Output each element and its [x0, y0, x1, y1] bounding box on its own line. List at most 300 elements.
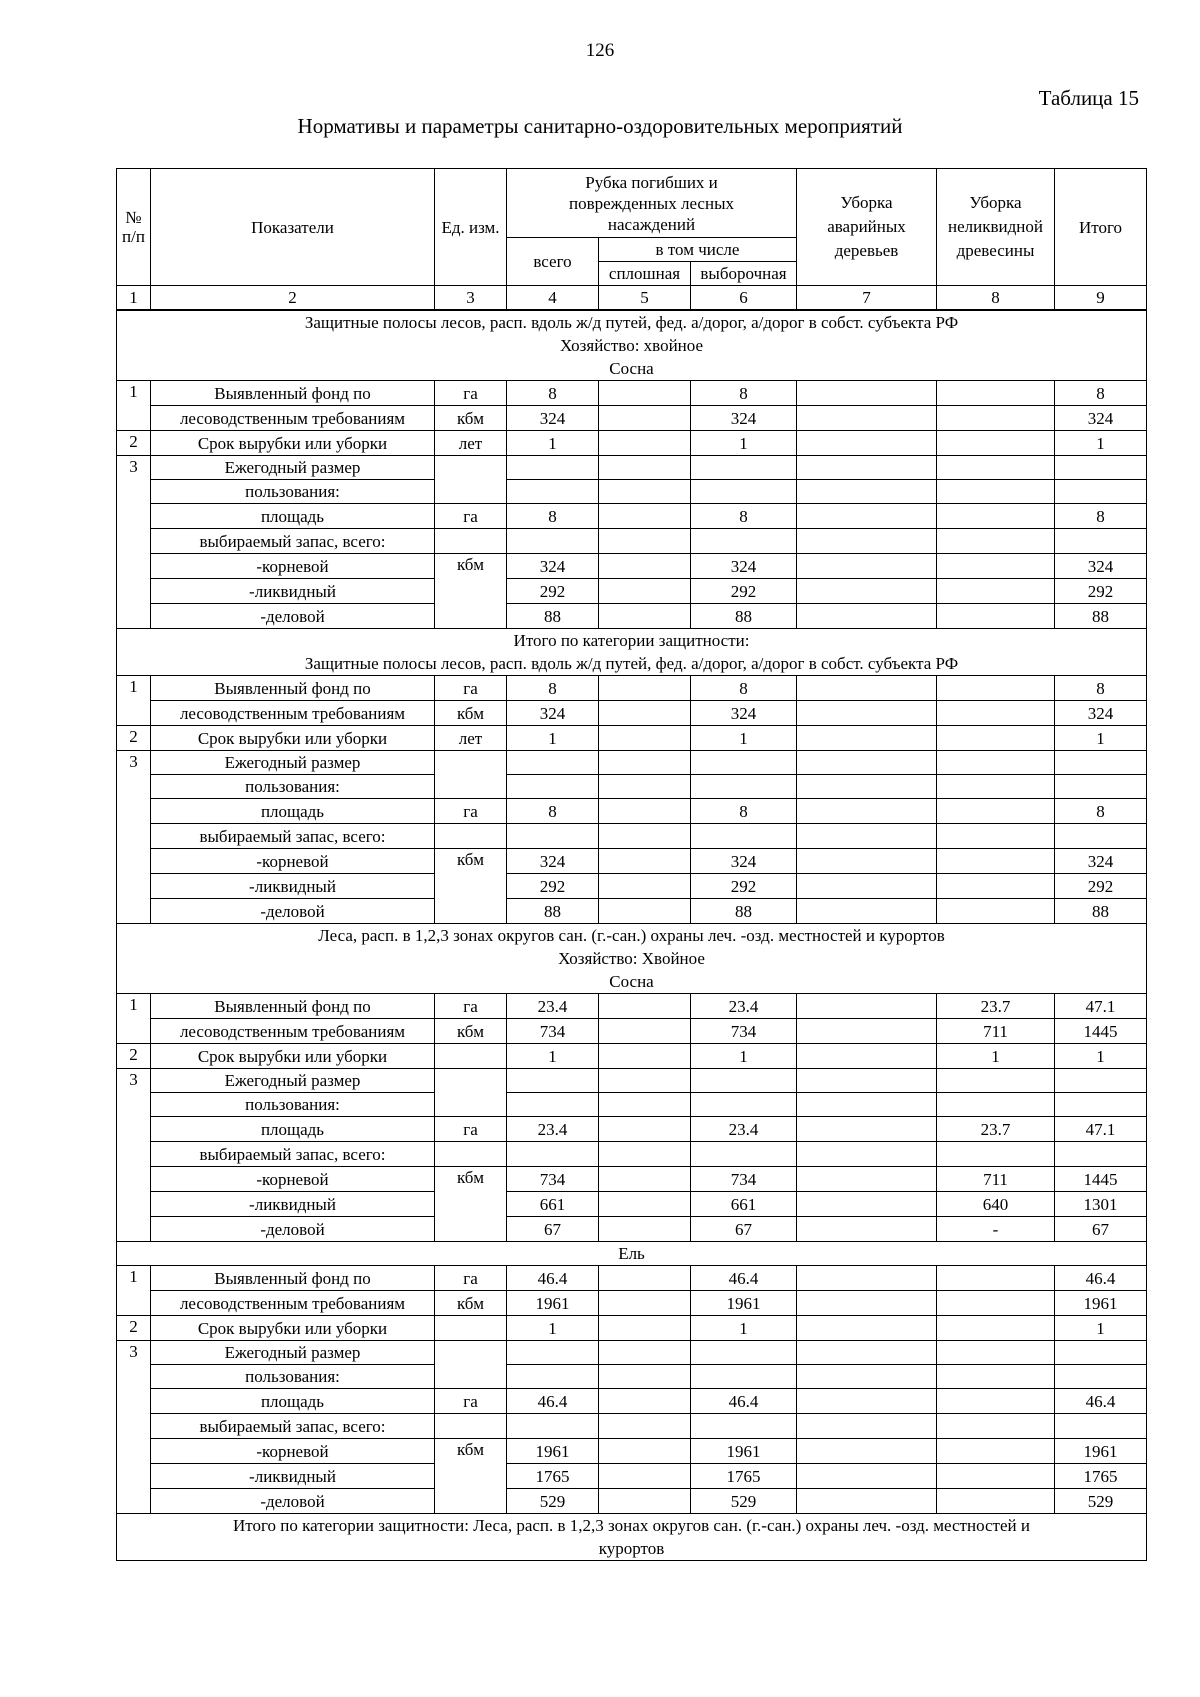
value-cell	[599, 701, 691, 726]
indicator-label: Выявленный фонд по	[151, 1266, 435, 1291]
value-cell	[797, 726, 937, 751]
value-cell: 47.1	[1055, 1117, 1147, 1142]
unit-cell: кбм	[435, 849, 507, 924]
value-cell: 46.4	[691, 1266, 797, 1291]
value-cell: 1	[1055, 1316, 1147, 1341]
value-cell	[691, 1365, 797, 1389]
value-cell: 1	[507, 1044, 599, 1069]
table-row	[117, 849, 1147, 874]
value-cell	[1055, 529, 1147, 554]
column-number: 7	[797, 286, 937, 311]
value-cell	[937, 799, 1055, 824]
indicator-label: Ежегодный размер	[151, 1069, 435, 1093]
value-cell: 23.4	[507, 994, 599, 1019]
indicator-label: Срок вырубки или уборки	[151, 1316, 435, 1341]
value-cell	[937, 1266, 1055, 1291]
section-heading	[117, 629, 1147, 676]
unit-cell: кбм	[435, 406, 507, 431]
value-cell: 324	[691, 554, 797, 579]
value-cell	[937, 1414, 1055, 1439]
value-cell: 324	[691, 849, 797, 874]
table-row	[117, 1464, 1147, 1489]
value-cell	[507, 480, 599, 504]
row-number: 3	[117, 751, 151, 924]
value-cell: 1301	[1055, 1192, 1147, 1217]
value-cell	[937, 406, 1055, 431]
value-cell	[797, 1489, 937, 1514]
value-cell	[797, 775, 937, 799]
value-cell	[599, 1489, 691, 1514]
unit-cell: кбм	[435, 1019, 507, 1044]
value-cell	[1055, 1093, 1147, 1117]
table-row	[117, 1365, 1147, 1389]
value-cell	[937, 1389, 1055, 1414]
value-cell: 1	[507, 1316, 599, 1341]
value-cell	[1055, 456, 1147, 480]
value-cell	[599, 381, 691, 406]
value-cell: 529	[1055, 1489, 1147, 1514]
value-cell: 88	[691, 604, 797, 629]
value-cell	[797, 1316, 937, 1341]
table-row	[117, 874, 1147, 899]
value-cell: 23.4	[691, 994, 797, 1019]
table-row	[117, 726, 1147, 751]
value-cell: 1	[1055, 1044, 1147, 1069]
table-row	[117, 1266, 1147, 1291]
indicator-label: -ликвидный	[151, 1192, 435, 1217]
value-cell	[797, 1439, 937, 1464]
indicator-label: пользования:	[151, 775, 435, 799]
column-number: 3	[435, 286, 507, 311]
value-cell	[797, 1341, 937, 1365]
indicator-label: Выявленный фонд по	[151, 994, 435, 1019]
value-cell	[599, 1019, 691, 1044]
value-cell	[1055, 751, 1147, 775]
table-row	[117, 579, 1147, 604]
value-cell	[599, 1365, 691, 1389]
indicator-label: -корневой	[151, 849, 435, 874]
value-cell	[599, 529, 691, 554]
section-heading-line: Ель	[618, 1244, 645, 1263]
table-row	[117, 994, 1147, 1019]
value-cell	[507, 775, 599, 799]
value-cell: 23.7	[937, 1117, 1055, 1142]
value-cell: 734	[507, 1167, 599, 1192]
row-number: 2	[117, 1316, 151, 1341]
value-cell: 292	[691, 874, 797, 899]
value-cell	[599, 1217, 691, 1242]
table-row	[117, 824, 1147, 849]
value-cell	[937, 554, 1055, 579]
header-num: № п/п	[117, 169, 151, 286]
value-cell	[937, 1093, 1055, 1117]
value-cell: 1961	[691, 1439, 797, 1464]
value-cell: 324	[691, 406, 797, 431]
indicator-label: пользования:	[151, 1365, 435, 1389]
value-cell	[937, 1341, 1055, 1365]
table-row	[117, 799, 1147, 824]
value-cell	[599, 751, 691, 775]
value-cell	[599, 824, 691, 849]
column-number: 6	[691, 286, 797, 311]
value-cell	[937, 1489, 1055, 1514]
header-emergency: Уборка аварийных деревьев	[797, 169, 937, 286]
value-cell	[599, 1044, 691, 1069]
value-cell: 88	[507, 604, 599, 629]
table-row	[117, 504, 1147, 529]
value-cell	[797, 1291, 937, 1316]
value-cell	[937, 676, 1055, 701]
table-row	[117, 1341, 1147, 1365]
unit-cell	[435, 1044, 507, 1069]
value-cell	[797, 554, 937, 579]
header-total: Итого	[1055, 169, 1147, 286]
value-cell: 529	[691, 1489, 797, 1514]
value-cell	[937, 480, 1055, 504]
value-cell	[797, 1142, 937, 1167]
value-cell	[937, 1142, 1055, 1167]
unit-cell: га	[435, 1117, 507, 1142]
value-cell	[1055, 1341, 1147, 1365]
value-cell	[599, 431, 691, 456]
table-label: Таблица 15	[1038, 86, 1139, 110]
value-cell: 734	[507, 1019, 599, 1044]
value-cell: 1961	[691, 1291, 797, 1316]
table-row	[117, 406, 1147, 431]
table-row	[117, 899, 1147, 924]
value-cell: 8	[1055, 799, 1147, 824]
indicator-label: пользования:	[151, 480, 435, 504]
unit-cell: кбм	[435, 701, 507, 726]
value-cell: 1961	[1055, 1439, 1147, 1464]
indicator-label: -ликвидный	[151, 874, 435, 899]
value-cell	[599, 554, 691, 579]
section-heading-line: Защитные полосы лесов, расп. вдоль ж/д путей, фед. а/дорог, а/дорог в собст. субъекта РФ	[304, 313, 959, 332]
section-heading	[117, 1242, 1147, 1266]
value-cell	[691, 1341, 797, 1365]
value-cell	[599, 899, 691, 924]
value-cell	[599, 456, 691, 480]
value-cell	[599, 849, 691, 874]
row-number: 3	[117, 1341, 151, 1514]
unit-cell: га	[435, 994, 507, 1019]
value-cell: 8	[507, 381, 599, 406]
value-cell: 529	[507, 1489, 599, 1514]
value-cell	[797, 899, 937, 924]
row-number: 1	[117, 994, 151, 1044]
norms-table	[116, 168, 1147, 1561]
unit-cell	[435, 1316, 507, 1341]
indicator-label: лесоводственным требованиям	[151, 701, 435, 726]
value-cell	[797, 431, 937, 456]
value-cell: 46.4	[1055, 1266, 1147, 1291]
value-cell: 8	[1055, 381, 1147, 406]
value-cell	[937, 775, 1055, 799]
value-cell: 1	[1055, 726, 1147, 751]
table-row	[117, 676, 1147, 701]
value-cell	[797, 1069, 937, 1093]
header-selective: выборочная	[691, 262, 797, 286]
value-cell	[797, 1365, 937, 1389]
value-cell: 8	[507, 504, 599, 529]
unit-cell	[435, 1341, 507, 1389]
table-row	[117, 1316, 1147, 1341]
row-number: 3	[117, 456, 151, 629]
header-felling: Рубка погибших и поврежденных лесных насаждений	[507, 169, 797, 238]
indicator-label: выбираемый запас, всего:	[151, 1414, 435, 1439]
value-cell	[507, 529, 599, 554]
indicator-label: Срок вырубки или уборки	[151, 431, 435, 456]
value-cell	[507, 1142, 599, 1167]
indicator-label: лесоводственным требованиям	[151, 1019, 435, 1044]
value-cell: 8	[691, 504, 797, 529]
header-clear: сплошная	[599, 262, 691, 286]
value-cell	[937, 1439, 1055, 1464]
value-cell: 8	[691, 676, 797, 701]
value-cell: 1445	[1055, 1167, 1147, 1192]
value-cell: 1445	[1055, 1019, 1147, 1044]
value-cell: 711	[937, 1167, 1055, 1192]
value-cell: 324	[507, 406, 599, 431]
header-illiquid: Уборка неликвидной древесины	[937, 169, 1055, 286]
table-row	[117, 1044, 1147, 1069]
table-row	[117, 1117, 1147, 1142]
value-cell	[797, 504, 937, 529]
value-cell	[797, 1117, 937, 1142]
unit-cell	[435, 529, 507, 554]
value-cell: 8	[1055, 504, 1147, 529]
value-cell: 1961	[507, 1439, 599, 1464]
value-cell	[507, 824, 599, 849]
table-row	[117, 456, 1147, 480]
table-row	[117, 381, 1147, 406]
value-cell	[599, 1291, 691, 1316]
row-number: 2	[117, 1044, 151, 1069]
table-row	[117, 554, 1147, 579]
section-heading-line: Хозяйство: Хвойное	[558, 949, 705, 968]
unit-cell	[435, 456, 507, 504]
value-cell	[797, 1019, 937, 1044]
unit-cell: кбм	[435, 1439, 507, 1514]
value-cell	[797, 480, 937, 504]
table-row	[117, 751, 1147, 775]
value-cell	[797, 874, 937, 899]
value-cell: 23.4	[507, 1117, 599, 1142]
indicator-label: выбираемый запас, всего:	[151, 824, 435, 849]
unit-cell: лет	[435, 431, 507, 456]
value-cell: 661	[691, 1192, 797, 1217]
value-cell: 292	[691, 579, 797, 604]
value-cell: 8	[691, 799, 797, 824]
indicator-label: площадь	[151, 1389, 435, 1414]
value-cell: 324	[691, 701, 797, 726]
value-cell: 1961	[507, 1291, 599, 1316]
value-cell	[797, 406, 937, 431]
value-cell: 88	[1055, 899, 1147, 924]
value-cell	[797, 849, 937, 874]
value-cell: 67	[691, 1217, 797, 1242]
indicator-label: -корневой	[151, 1167, 435, 1192]
column-number: 2	[151, 286, 435, 311]
value-cell	[797, 1217, 937, 1242]
value-cell	[937, 874, 1055, 899]
value-cell	[599, 604, 691, 629]
value-cell	[797, 579, 937, 604]
indicator-label: площадь	[151, 504, 435, 529]
indicator-label: Выявленный фонд по	[151, 676, 435, 701]
value-cell	[937, 1291, 1055, 1316]
value-cell: 292	[1055, 874, 1147, 899]
value-cell	[937, 1069, 1055, 1093]
table-row	[117, 1142, 1147, 1167]
table-title: Нормативы и параметры санитарно-оздоровительных мероприятий	[297, 114, 903, 138]
value-cell: 1765	[507, 1464, 599, 1489]
value-cell: 88	[691, 899, 797, 924]
value-cell	[937, 849, 1055, 874]
value-cell	[599, 1464, 691, 1489]
table-row	[117, 1414, 1147, 1439]
value-cell: 1961	[1055, 1291, 1147, 1316]
value-cell	[797, 701, 937, 726]
value-cell	[937, 824, 1055, 849]
value-cell: 640	[937, 1192, 1055, 1217]
indicator-label: лесоводственным требованиям	[151, 1291, 435, 1316]
value-cell	[1055, 480, 1147, 504]
indicator-label: выбираемый запас, всего:	[151, 1142, 435, 1167]
value-cell	[691, 480, 797, 504]
unit-cell: га	[435, 1389, 507, 1414]
value-cell: 324	[1055, 849, 1147, 874]
section-heading-line: курортов	[598, 1539, 665, 1558]
value-cell	[797, 799, 937, 824]
value-cell: 23.7	[937, 994, 1055, 1019]
value-cell	[937, 1316, 1055, 1341]
section-heading-line: Итого по категории защитности: Леса, расп. в 1,2,3 зонах округов сан. (г.-сан.) охраны леч. -озд. местностей и	[233, 1516, 1030, 1535]
value-cell: 324	[1055, 701, 1147, 726]
table-row	[117, 1389, 1147, 1414]
value-cell	[507, 456, 599, 480]
unit-cell	[435, 1414, 507, 1439]
value-cell: 661	[507, 1192, 599, 1217]
value-cell: 734	[691, 1167, 797, 1192]
value-cell: 46.4	[507, 1266, 599, 1291]
value-cell	[691, 751, 797, 775]
value-cell	[599, 874, 691, 899]
value-cell	[937, 701, 1055, 726]
value-cell	[797, 994, 937, 1019]
section-heading	[117, 310, 1147, 381]
value-cell	[937, 504, 1055, 529]
value-cell	[797, 824, 937, 849]
value-cell: 324	[1055, 554, 1147, 579]
unit-cell: га	[435, 504, 507, 529]
value-cell: 324	[507, 554, 599, 579]
value-cell	[797, 1266, 937, 1291]
unit-cell	[435, 1069, 507, 1117]
value-cell: 67	[1055, 1217, 1147, 1242]
table-row	[117, 529, 1147, 554]
table-row	[117, 1167, 1147, 1192]
value-cell: 67	[507, 1217, 599, 1242]
value-cell	[797, 529, 937, 554]
value-cell: 734	[691, 1019, 797, 1044]
value-cell	[691, 1142, 797, 1167]
value-cell: 1	[507, 431, 599, 456]
value-cell	[507, 1365, 599, 1389]
value-cell	[937, 529, 1055, 554]
indicator-label: -деловой	[151, 1217, 435, 1242]
table-row	[117, 1489, 1147, 1514]
unit-cell: га	[435, 799, 507, 824]
value-cell	[599, 1192, 691, 1217]
value-cell	[507, 751, 599, 775]
column-number: 4	[507, 286, 599, 311]
value-cell	[691, 1069, 797, 1093]
indicator-label: Срок вырубки или уборки	[151, 1044, 435, 1069]
value-cell	[599, 1316, 691, 1341]
value-cell	[797, 1414, 937, 1439]
value-cell	[937, 1365, 1055, 1389]
row-number: 2	[117, 726, 151, 751]
section-heading-line: Сосна	[609, 972, 654, 991]
value-cell	[599, 1167, 691, 1192]
value-cell: 1	[691, 1316, 797, 1341]
indicator-label: -деловой	[151, 1489, 435, 1514]
value-cell	[797, 1389, 937, 1414]
table-row	[117, 480, 1147, 504]
value-cell	[937, 579, 1055, 604]
value-cell	[1055, 1365, 1147, 1389]
value-cell	[691, 529, 797, 554]
header-indicator: Показатели	[151, 169, 435, 286]
value-cell: 711	[937, 1019, 1055, 1044]
value-cell	[797, 1464, 937, 1489]
value-cell	[797, 381, 937, 406]
value-cell	[1055, 1414, 1147, 1439]
header-total-all: всего	[507, 238, 599, 286]
value-cell	[937, 751, 1055, 775]
indicator-label: -корневой	[151, 1439, 435, 1464]
table-row	[117, 1192, 1147, 1217]
value-cell: 1	[1055, 431, 1147, 456]
unit-cell: га	[435, 1266, 507, 1291]
unit-cell: га	[435, 676, 507, 701]
column-number: 9	[1055, 286, 1147, 311]
value-cell	[1055, 775, 1147, 799]
value-cell: 1	[507, 726, 599, 751]
section-heading-line: Итого по категории защитности:	[513, 631, 750, 650]
value-cell: 292	[507, 874, 599, 899]
value-cell	[599, 1439, 691, 1464]
indicator-label: площадь	[151, 1117, 435, 1142]
value-cell	[599, 480, 691, 504]
value-cell	[1055, 1142, 1147, 1167]
unit-cell: га	[435, 381, 507, 406]
value-cell	[599, 406, 691, 431]
indicator-label: -ликвидный	[151, 1464, 435, 1489]
value-cell	[691, 824, 797, 849]
value-cell: 324	[1055, 406, 1147, 431]
value-cell	[797, 1167, 937, 1192]
unit-cell: кбм	[435, 554, 507, 629]
value-cell	[599, 1341, 691, 1365]
unit-cell	[435, 824, 507, 849]
value-cell	[599, 579, 691, 604]
value-cell	[937, 604, 1055, 629]
indicator-label: лесоводственным требованиям	[151, 406, 435, 431]
value-cell	[599, 994, 691, 1019]
indicator-label: -деловой	[151, 604, 435, 629]
